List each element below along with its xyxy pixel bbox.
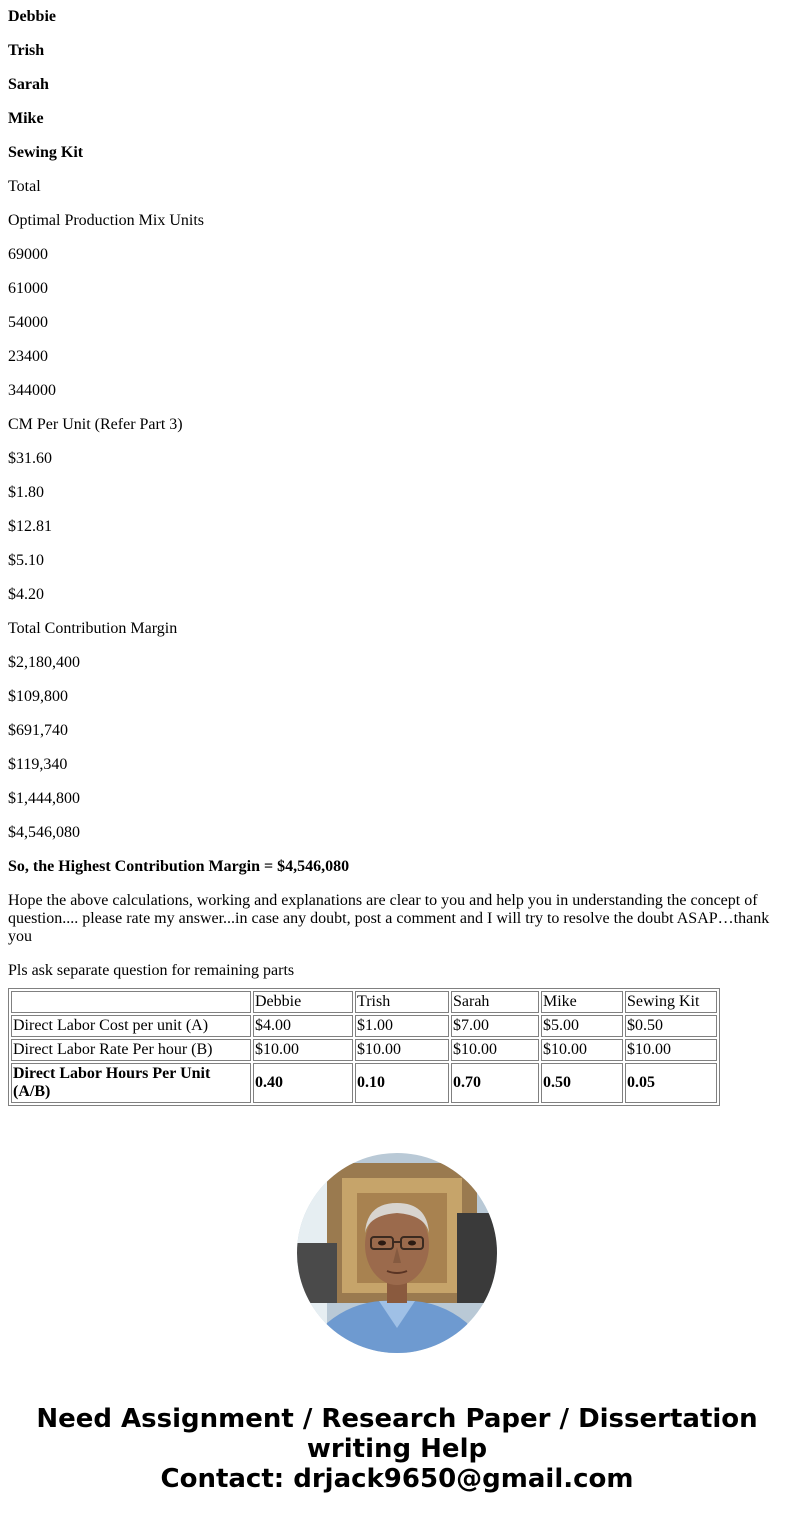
summary-line: $119,340 (8, 756, 68, 773)
table-cell: $1.00 (355, 1015, 449, 1037)
summary-line: So, the Highest Contribution Margin = $4,546,080 (8, 858, 350, 875)
summary-line: $1,444,800 (8, 790, 80, 807)
summary-line: $4.20 (8, 586, 44, 603)
summary-line: Sewing Kit (8, 144, 84, 161)
table-cell: 0.40 (253, 1063, 353, 1103)
summary-line: $31.60 (8, 450, 52, 467)
table-cell: 0.50 (541, 1063, 623, 1103)
table-cell: 0.05 (625, 1063, 717, 1103)
table-cell: $10.00 (253, 1039, 353, 1061)
table-header-cell: Trish (355, 991, 449, 1013)
summary-line: 61000 (8, 280, 48, 297)
table-cell: 0.70 (451, 1063, 539, 1103)
table-cell: $0.50 (625, 1015, 717, 1037)
table-header-cell: Sewing Kit (625, 991, 717, 1013)
closing-note: Hope the above calculations, working and explanations are clear to you and help you in understanding the concept of question.... please rate my answer...in case any doubt, post a comment and I will try to resolve the doubt ASAP…thank you (8, 892, 770, 945)
answer-content (8, 8, 784, 1106)
summary-line: $1.80 (8, 484, 44, 501)
summary-line: $4,546,080 (8, 824, 80, 841)
summary-line: Optimal Production Mix Units (8, 212, 204, 229)
table-cell: $4.00 (253, 1015, 353, 1037)
author-avatar (297, 1153, 497, 1353)
summary-line: Total Contribution Margin (8, 620, 178, 637)
summary-line: CM Per Unit (Refer Part 3) (8, 416, 183, 433)
separate-question-note: Pls ask separate question for remaining parts (8, 962, 295, 979)
table-cell: Direct Labor Cost per unit (A) (11, 1015, 251, 1037)
promo-line-help: Need Assignment / Research Paper / Dissertation writing Help (36, 1404, 758, 1464)
table-row (11, 1039, 717, 1061)
promo-banner (0, 1404, 794, 1494)
table-cell: $10.00 (355, 1039, 449, 1061)
summary-line: Mike (8, 110, 44, 127)
summary-line: Sarah (8, 76, 49, 93)
table-header-cell: Debbie (253, 991, 353, 1013)
summary-line: Total (8, 178, 41, 195)
summary-line: 23400 (8, 348, 48, 365)
table-cell: 0.10 (355, 1063, 449, 1103)
table-row (11, 1015, 717, 1037)
table-cell: $10.00 (451, 1039, 539, 1061)
summary-lines (8, 8, 784, 892)
summary-line: Debbie (8, 8, 56, 25)
table-cell: Direct Labor Hours Per Unit (A/B) (11, 1063, 251, 1103)
table-header-row (11, 991, 717, 1013)
table-header-cell: Sarah (451, 991, 539, 1013)
summary-line: 344000 (8, 382, 56, 399)
table-header-cell (11, 991, 251, 1013)
table-cell: $10.00 (625, 1039, 717, 1061)
summary-line: 69000 (8, 246, 48, 263)
table-row (11, 1063, 717, 1103)
table-header-cell: Mike (541, 991, 623, 1013)
summary-line: $12.81 (8, 518, 52, 535)
promo-line-contact: Contact: drjack9650@gmail.com (160, 1464, 634, 1494)
summary-line: $2,180,400 (8, 654, 80, 671)
summary-line: $691,740 (8, 722, 68, 739)
table-cell: Direct Labor Rate Per hour (B) (11, 1039, 251, 1061)
table-cell: $5.00 (541, 1015, 623, 1037)
direct-labor-table (8, 988, 720, 1106)
author-photo (297, 1153, 497, 1353)
summary-line: 54000 (8, 314, 48, 331)
summary-line: $5.10 (8, 552, 44, 569)
summary-line: $109,800 (8, 688, 68, 705)
table-cell: $10.00 (541, 1039, 623, 1061)
summary-line: Trish (8, 42, 45, 59)
table-cell: $7.00 (451, 1015, 539, 1037)
